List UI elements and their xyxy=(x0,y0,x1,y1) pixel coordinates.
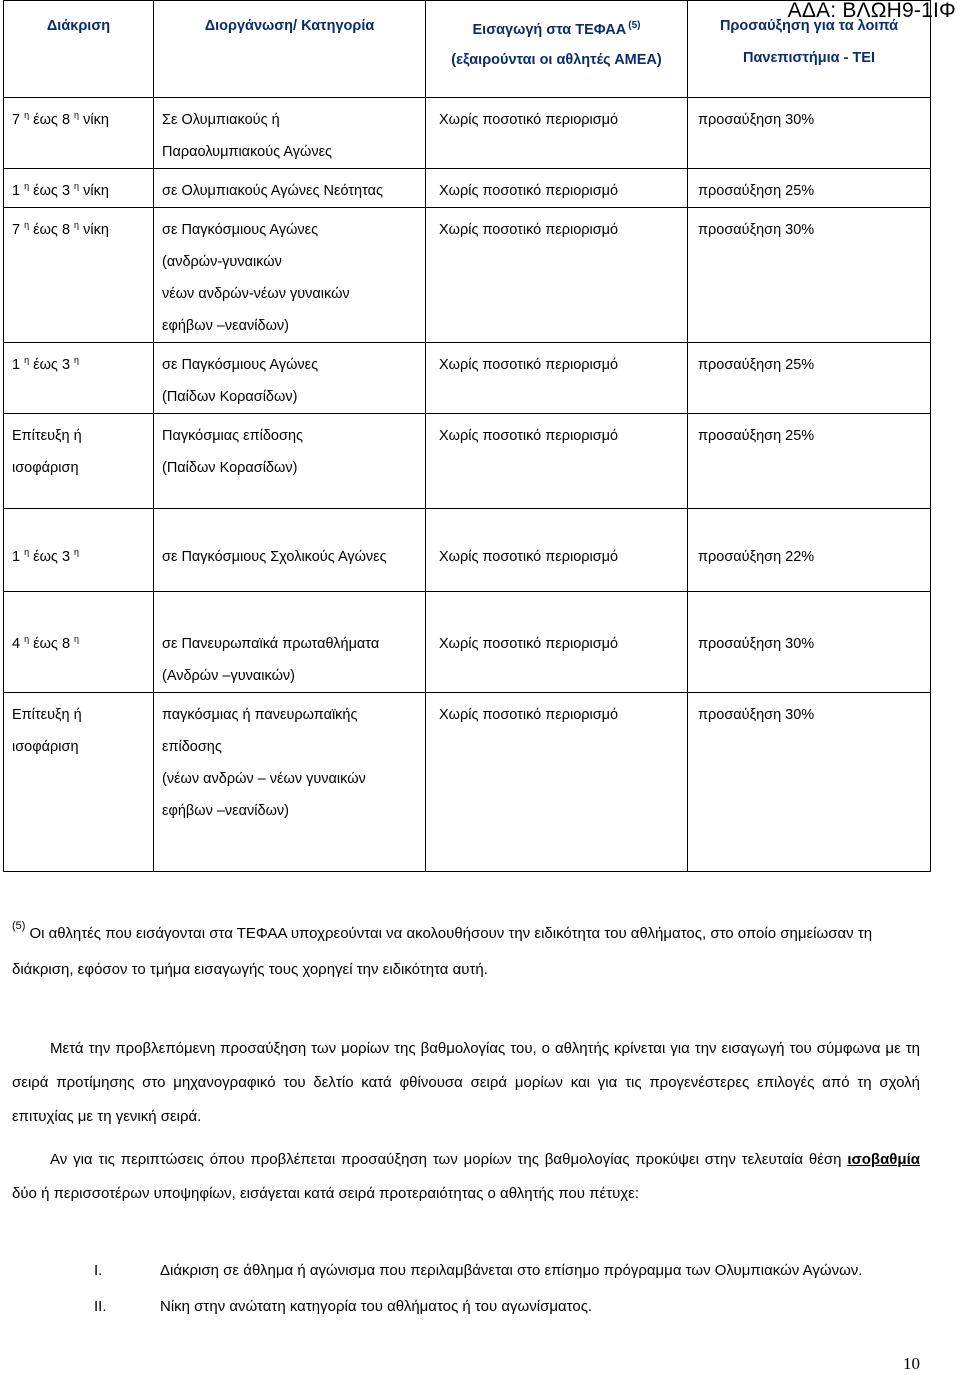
cell-category-line: παγκόσμιας ή πανευρωπαϊκής xyxy=(162,707,358,723)
cell-distinction xyxy=(4,592,154,693)
cell-tefaa-line: Χωρίς ποσοτικό περιορισμό xyxy=(439,549,619,565)
cell-category xyxy=(154,414,426,509)
cell-increase xyxy=(688,693,931,872)
cell-category-line: σε Παγκόσμιους Σχολικούς Αγώνες xyxy=(162,549,387,565)
table-row xyxy=(4,169,931,208)
cell-category-line: επίδοσης xyxy=(162,739,222,755)
table-row xyxy=(4,693,931,872)
cell-increase-line: προσαύξηση 25% xyxy=(698,183,815,199)
cell-distinction-line: Επίτευξη ή xyxy=(12,428,82,444)
paragraph-ranking: Μετά την προβλεπόμενη προσαύξηση των μορίων της βαθμολογίας του, ο αθλητής κρίνεται για την εισαγωγή του σύμφωνα με τη σειρά προτίμησης στο μηχανογραφικό του δελτίο κατά φθίνουσα σειρά μορίων και για τις προγενέστερες επιλογές από τη σχολή επιτυχίας με τη γενική σειρά. xyxy=(12,1040,920,1125)
cell-increase-line: προσαύξηση 25% xyxy=(698,357,815,373)
cell-increase-line: προσαύξηση 30% xyxy=(698,222,815,238)
cell-increase xyxy=(688,592,931,693)
header-organization: Διοργάνωση/ Κατηγορία xyxy=(154,1,426,98)
cell-tefaa-line: Χωρίς ποσοτικό περιορισμό xyxy=(439,428,619,444)
header-distinction: Διάκριση xyxy=(4,1,154,98)
cell-tefaa xyxy=(426,509,688,592)
cell-category xyxy=(154,509,426,592)
cell-increase xyxy=(688,98,931,169)
cell-distinction xyxy=(4,169,154,208)
cell-increase-line: προσαύξηση 30% xyxy=(698,636,815,652)
cell-distinction xyxy=(4,509,154,592)
cell-distinction-line: 7 $^\eta$ έως 8 $^\eta$ νίκη xyxy=(12,110,109,128)
table-row xyxy=(4,208,931,343)
cell-tefaa-line: Χωρίς ποσοτικό περιορισμό xyxy=(439,357,619,373)
cell-distinction xyxy=(4,98,154,169)
footnote: $^{(5)}$ Οι αθλητές που εισάγονται στα ΤΕΦΑΑ υποχρεούνται να ακολουθήσουν την ειδικότητα του αθλήματος, στο οποίο σημείωσαν τη διάκριση, εφόσον το τμήμα εισαγωγής τους χορηγεί την ειδικότητα αυτή. xyxy=(12,920,873,978)
cell-distinction xyxy=(4,414,154,509)
cell-category-line: (νέων ανδρών – νέων γυναικών xyxy=(162,771,366,787)
cell-category-line: Σε Ολυμπιακούς ή xyxy=(162,112,280,128)
paragraph-tie: Αν για τις περιπτώσεις όπου προβλέπεται προσαύξηση των μορίων της βαθμολογίας προκύψει στην τελευταία θέση ισοβαθμία δύο ή περισσοτέρων υποψηφίων, εισάγεται κατά σειρά προτεραιότητας ο αθλητής που πέτυχε: xyxy=(12,1151,920,1202)
cell-increase-line: προσαύξηση 22% xyxy=(698,549,815,565)
cell-increase-line: προσαύξηση 25% xyxy=(698,428,815,444)
table-row xyxy=(4,343,931,414)
cell-tefaa xyxy=(426,693,688,872)
cell-tefaa-line: Χωρίς ποσοτικό περιορισμό xyxy=(439,707,619,723)
cell-category-line: σε Πανευρωπαϊκά πρωταθλήματα xyxy=(162,636,380,652)
cell-category-line: Παραολυμπιακούς Αγώνες xyxy=(162,144,333,160)
cell-category-line: (Παίδων Κορασίδων) xyxy=(162,389,298,405)
cell-tefaa-line: Χωρίς ποσοτικό περιορισμό xyxy=(439,636,619,652)
cell-distinction xyxy=(4,693,154,872)
cell-distinction-line: 4 $^\eta$ έως 8 $^\eta$ xyxy=(12,634,80,652)
cell-category-line: σε Παγκόσμιους Αγώνες xyxy=(162,357,319,373)
cell-category-line: Παγκόσμιας επίδοσης xyxy=(162,428,303,444)
cell-increase xyxy=(688,169,931,208)
cell-distinction xyxy=(4,343,154,414)
table-header-row xyxy=(4,1,931,98)
cell-category-line: εφήβων –νεανίδων) xyxy=(162,803,289,819)
cell-tefaa-line: Χωρίς ποσοτικό περιορισμό xyxy=(439,112,619,128)
cell-distinction-line: 1 $^\eta$ έως 3 $^\eta$ νίκη xyxy=(12,181,109,199)
cell-category xyxy=(154,208,426,343)
table-row xyxy=(4,414,931,509)
cell-increase-line: προσαύξηση 30% xyxy=(698,707,815,723)
cell-category-line: (ανδρών-γυναικών xyxy=(162,254,282,270)
cell-increase xyxy=(688,343,931,414)
cell-tefaa-line: Χωρίς ποσοτικό περιορισμό xyxy=(439,183,619,199)
cell-category-line: εφήβων –νεανίδων) xyxy=(162,318,289,334)
cell-distinction-line: 1 $^\eta$ έως 3 $^\eta$ xyxy=(12,355,80,373)
ada-code: ΑΔΑ: ΒΛΩΗ9-1ΙΦ xyxy=(787,0,956,22)
cell-distinction-line: 7 $^\eta$ έως 8 $^\eta$ νίκη xyxy=(12,220,109,238)
header-other-universities: Προσαύξηση για τα λοιπά Πανεπιστήμια - ΤΕΙ xyxy=(688,1,931,98)
list-item: I. Διάκριση σε άθλημα ή αγώνισμα που περιλαμβάνεται στο επίσημο πρόγραμμα των Ολυμπιακών Αγώνων. xyxy=(94,1262,863,1279)
cell-tefaa xyxy=(426,592,688,693)
cell-tefaa xyxy=(426,208,688,343)
cell-category-line: σε Ολυμπιακούς Αγώνες Νεότητας xyxy=(162,183,383,199)
distinctions-table xyxy=(3,0,931,872)
cell-increase xyxy=(688,414,931,509)
cell-tefaa xyxy=(426,98,688,169)
cell-category-line: σε Παγκόσμιους Αγώνες xyxy=(162,222,319,238)
table-row xyxy=(4,98,931,169)
cell-distinction xyxy=(4,208,154,343)
header-tefaa: Εισαγωγή στα ΤΕΦΑΑ $^{(5)}$ (εξαιρούνται οι αθλητές ΑΜΕΑ) xyxy=(426,1,688,98)
cell-category-line: (Παίδων Κορασίδων) xyxy=(162,460,298,476)
cell-distinction-line: Επίτευξη ή xyxy=(12,707,82,723)
cell-tefaa xyxy=(426,169,688,208)
table-row xyxy=(4,592,931,693)
cell-category xyxy=(154,343,426,414)
table-row xyxy=(4,509,931,592)
cell-distinction-line: 1 $^\eta$ έως 3 $^\eta$ xyxy=(12,547,80,565)
tie-term: ισοβαθμία xyxy=(847,1151,920,1168)
list-item: II. Νίκη στην ανώτατη κατηγορία του αθλήματος ή του αγωνίσματος. xyxy=(94,1298,593,1315)
cell-increase-line: προσαύξηση 30% xyxy=(698,112,815,128)
cell-tefaa-line: Χωρίς ποσοτικό περιορισμό xyxy=(439,222,619,238)
priority-list xyxy=(94,1260,920,1318)
cell-distinction-line: ισοφάριση xyxy=(12,739,79,755)
page-number: 10 xyxy=(903,1354,920,1373)
cell-category-line: νέων ανδρών-νέων γυναικών xyxy=(162,286,350,302)
cell-tefaa xyxy=(426,343,688,414)
cell-category-line: (Ανδρών –γυναικών) xyxy=(162,668,295,684)
cell-tefaa xyxy=(426,414,688,509)
cell-increase xyxy=(688,208,931,343)
cell-category xyxy=(154,169,426,208)
cell-increase xyxy=(688,509,931,592)
cell-distinction-line: ισοφάριση xyxy=(12,460,79,476)
cell-category xyxy=(154,592,426,693)
cell-category xyxy=(154,98,426,169)
table-body xyxy=(4,98,931,872)
cell-category xyxy=(154,693,426,872)
